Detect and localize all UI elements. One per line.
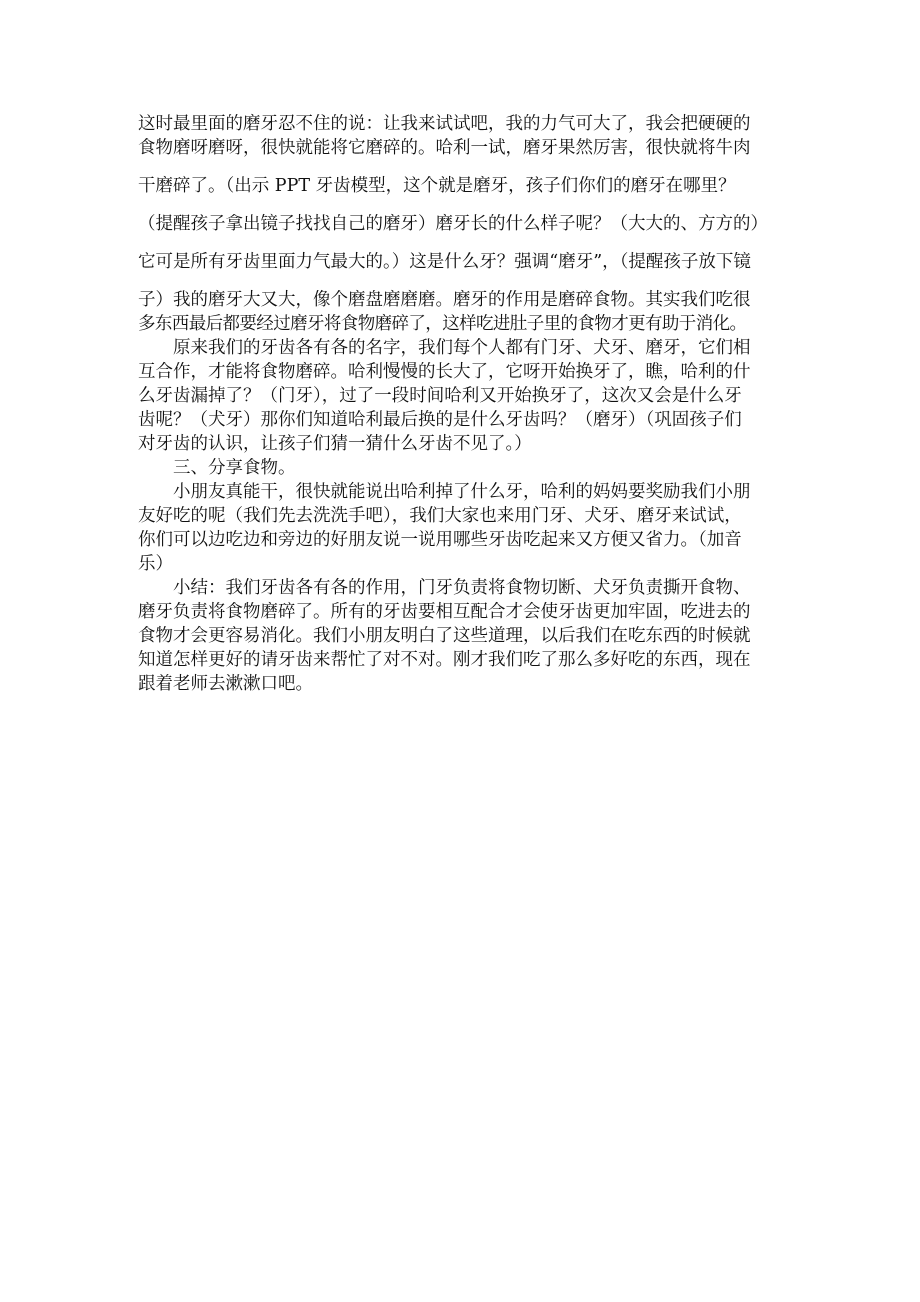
summary-first-line: 小结：我们牙齿各有各的作用，门牙负责将食物切断、犬牙负责撕开食物、 [173,578,751,598]
text-line: 对牙齿的认识，让孩子们猜一猜什么牙齿不见了。） [138,434,532,454]
paragraph-first-line: 小朋友真能干，很快就能说出哈利掉了什么牙，哈利的妈妈要奖励我们小朋 [173,482,751,502]
text-line: 这时最里面的磨牙忍不住的说：让我来试试吧，我的力气可大了，我会把硬硬的 [138,114,751,134]
section-heading: 三、分享食物。 [173,458,296,478]
text-line: （提醒孩子拿出镜子找找自己的磨牙）磨牙长的什么样子呢？（大大的、方方的） [138,214,768,234]
text-line: 它可是所有牙齿里面力气最大的。）这是什么牙？强调“磨牙”，（提醒孩子放下镜 [138,252,751,272]
text-line: 你们可以边吃边和旁边的好朋友说一说用哪些牙齿吃起来又方便又省力。（加音 [138,530,742,550]
text-line: 磨牙负责将食物磨碎了。所有的牙齿要相互配合才会使牙齿更加牢固，吃进去的 [138,602,751,622]
text-line: 乐） [138,554,173,574]
text-line: 知道怎样更好的请牙齿来帮忙了对不对。刚才我们吃了那么多好吃的东西，现在 [138,650,751,670]
text-line: 子）我的磨牙大又大，像个磨盘磨磨磨。磨牙的作用是磨碎食物。其实我们吃很 [138,290,751,310]
text-line: 互合作，才能将食物磨碎。哈利慢慢的长大了，它呀开始换牙了，瞧，哈利的什 [138,362,751,382]
document-body [138,112,798,696]
text-line: 多东西最后都要经过磨牙将食物磨碎了，这样吃进肚子里的食物才更有助于消化。 [138,314,747,334]
text-line: 友好吃的呢（我们先去洗洗手吧），我们大家也来用门牙、犬牙、磨牙来试试， [138,506,742,526]
text-line: 齿呢？（犬牙）那你们知道哈利最后换的是什么牙齿吗？（磨牙）（巩固孩子们 [138,410,742,430]
text-line: 食物磨呀磨呀，很快就能将它磨碎的。哈利一试，磨牙果然厉害，很快就将牛肉 [138,138,751,158]
text-line: 么牙齿漏掉了？（门牙），过了一段时间哈利又开始换牙了，这次又会是什么牙 [138,386,742,406]
text-line: 食物才会更容易消化。我们小朋友明白了这些道理，以后我们在吃东西的时候就 [138,626,751,646]
paragraph-first-line: 原来我们的牙齿各有各的名字，我们每个人都有门牙、犬牙、磨牙，它们相 [173,338,751,358]
text-line: 干磨碎了。（出示 PPT 牙齿模型，这个就是磨牙，孩子们你们的磨牙在哪里？ [138,176,736,196]
text-line: 跟着老师去漱漱口吧。 [138,674,313,694]
